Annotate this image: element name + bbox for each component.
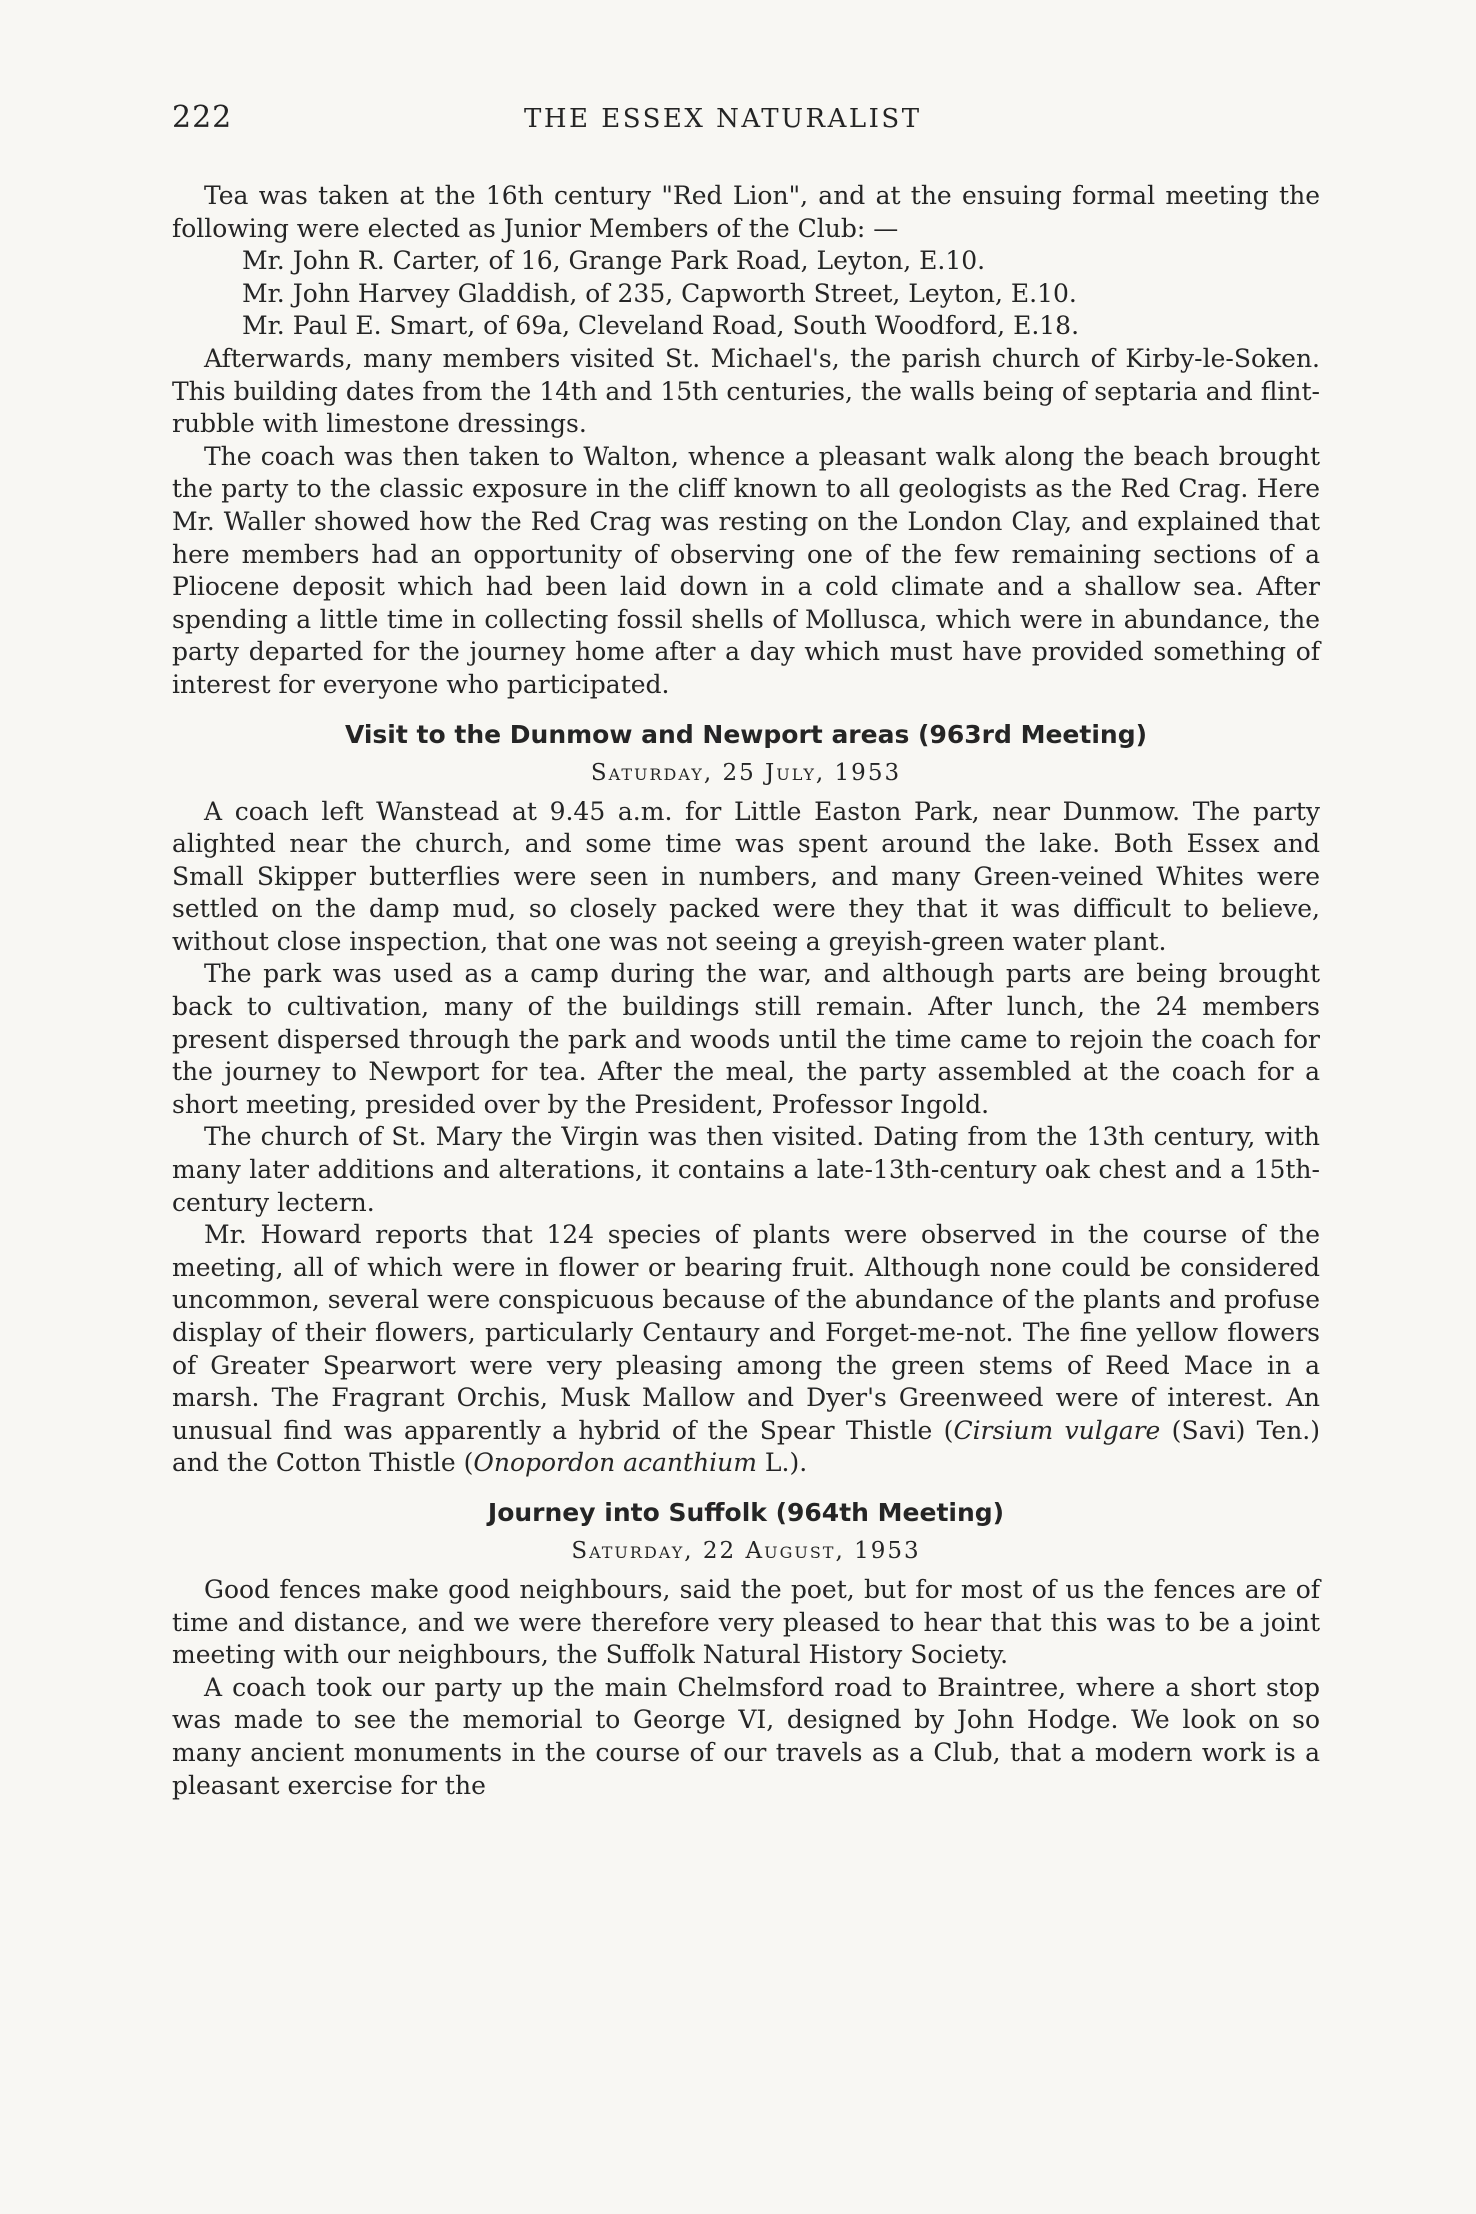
section-heading: Visit to the Dunmow and Newport areas (963rd Meeting) (344, 719, 1148, 749)
paragraph: Good fences make good neighbours, said the poet, but for most of us the fences are of time and distance, and we were therefore very pleased to hear that this was to be a joint meeting with our neighbours, the Suffolk Natural History Society. (172, 1574, 1320, 1670)
paragraph: The coach was then taken to Walton, whence a pleasant walk along the beach brought the party to the classic exposure in the cliff known to all geologists as the Red Crag. Here Mr. Waller showed how the Red Crag was resting on the London Clay, and explained that here members had an opportunity of observing one of the few remaining sections of a Pliocene deposit which had been laid down in a cold climate and a shallow sea. After spending a little time in collecting fossil shells of Mollusca, which were in abundance, the party departed for the journey home after a day which must have provided something of interest for everyone who participated. (172, 441, 1320, 699)
member-entry: Mr. Paul E. Smart, of 69a, Cleveland Road, South Woodford, E.18. (242, 311, 1080, 341)
date-day: Saturday, (571, 1537, 694, 1564)
paragraph: Tea was taken at the 16th century "Red Lion", and at the ensuing formal meeting the following were elected as Junior Members of the Club: — (172, 181, 1320, 243)
paragraph: A coach left Wanstead at 9.45 a.m. for Little Easton Park, near Dunmow. The party alighted near the church, and some time was spent around the lake. Both Essex and Small Skipper butterflies were seen in numbers, and many Green-veined Whites were settled on the damp mud, so closely packed were they that it was difficult to believe, without close inspection, that one was not seeing a greyish-green water plant. (172, 796, 1320, 956)
running-title: THE ESSEX NATURALIST (524, 104, 922, 134)
section-heading: Journey into Suffolk (964th Meeting) (487, 1497, 1005, 1527)
date-year: 1953 (834, 759, 902, 786)
text-run: Mr. Howard reports that 124 species of plants were observed in the course of the meeting, all of which were in flower or bearing fruit. Although none could be considered uncommon, several were conspicuous because of the abundance of the plants and profuse display of their flowers, particularly Centaury and Forget-me-not. The fine yellow flowers of Greater Spearwort were very pleasing among the green stems of Reed Mace in a marsh. The Fragrant Orchis, Musk Mallow and Dyer's Greenweed were of interest. An unusual find was apparently a hybrid of the Spear Thistle ( (172, 1220, 1320, 1445)
date-year: 1953 (854, 1537, 921, 1564)
section-date (172, 758, 1320, 788)
paragraph: Afterwards, many members visited St. Michael's, the parish church of Kirby-le-Soken. This building dates from the 14th and 15th centuries, the walls being of septaria and flint-rubble with limestone dressings. (172, 343, 1320, 439)
member-entry: Mr. John R. Carter, of 16, Grange Park Road, Leyton, E.10. (242, 246, 986, 276)
species-name: Cirsium vulgare (953, 1415, 1161, 1445)
date-num: 25 (722, 759, 756, 786)
date-day: Saturday, (590, 759, 714, 786)
page-header (172, 100, 1322, 140)
article-body (172, 180, 1320, 1802)
paragraph: The church of St. Mary the Virgin was then visited. Dating from the 13th century, with many later additions and alterations, it contains a late-13th-century oak chest and a 15th-century lectern. (172, 1122, 1320, 1217)
paragraph (172, 1219, 1320, 1480)
date-month: July, (765, 759, 826, 786)
paragraph: A coach took our party up the main Chelmsford road to Braintree, where a short stop was made to see the memorial to George VI, designed by John Hodge. We look on so many ancient monuments in the course of our travels as a Club, that a modern work is a pleasant exercise for the (172, 1672, 1320, 1800)
date-num: 22 (702, 1537, 737, 1564)
date-month: August, (745, 1537, 845, 1564)
text-run: L.). (756, 1448, 808, 1478)
paragraph: The park was used as a camp during the war, and although parts are being brought back to cultivation, many of the buildings still remain. After lunch, the 24 members present dispersed through the park and woods until the time came to rejoin the coach for the journey to Newport for tea. After the meal, the party assembled at the coach for a short meeting, presided over by the President, Professor Ingold. (172, 959, 1320, 1119)
member-entry: Mr. John Harvey Gladdish, of 235, Capworth Street, Leyton, E.10. (242, 278, 1077, 308)
page-number: 222 (172, 100, 233, 135)
text-run: (Savi) Ten.) and the Cotton Thistle ( (172, 1415, 1320, 1478)
section-date (172, 1536, 1320, 1566)
species-name: Onopordon acanthium (473, 1448, 757, 1478)
